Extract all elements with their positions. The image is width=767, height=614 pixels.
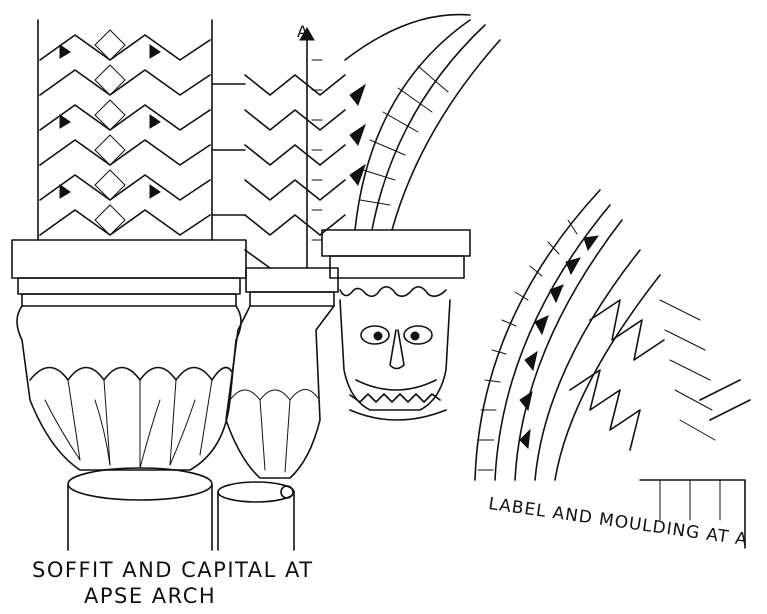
apse-arch [345, 15, 500, 230]
caption-right: LABEL AND MOULDING AT A [487, 494, 750, 551]
capital-left [12, 240, 246, 550]
caption-left-line-2: APSE ARCH [84, 584, 217, 608]
capital-middle [218, 268, 338, 550]
zigzag-soffit-middle [212, 28, 345, 268]
label-moulding-detail [475, 190, 750, 551]
grotesque-corbel [322, 230, 470, 420]
caption-left-line-1: SOFFIT AND CAPITAL AT [32, 558, 314, 582]
zigzag-soffit-left [38, 20, 212, 240]
section-marker-a: A [297, 22, 309, 41]
